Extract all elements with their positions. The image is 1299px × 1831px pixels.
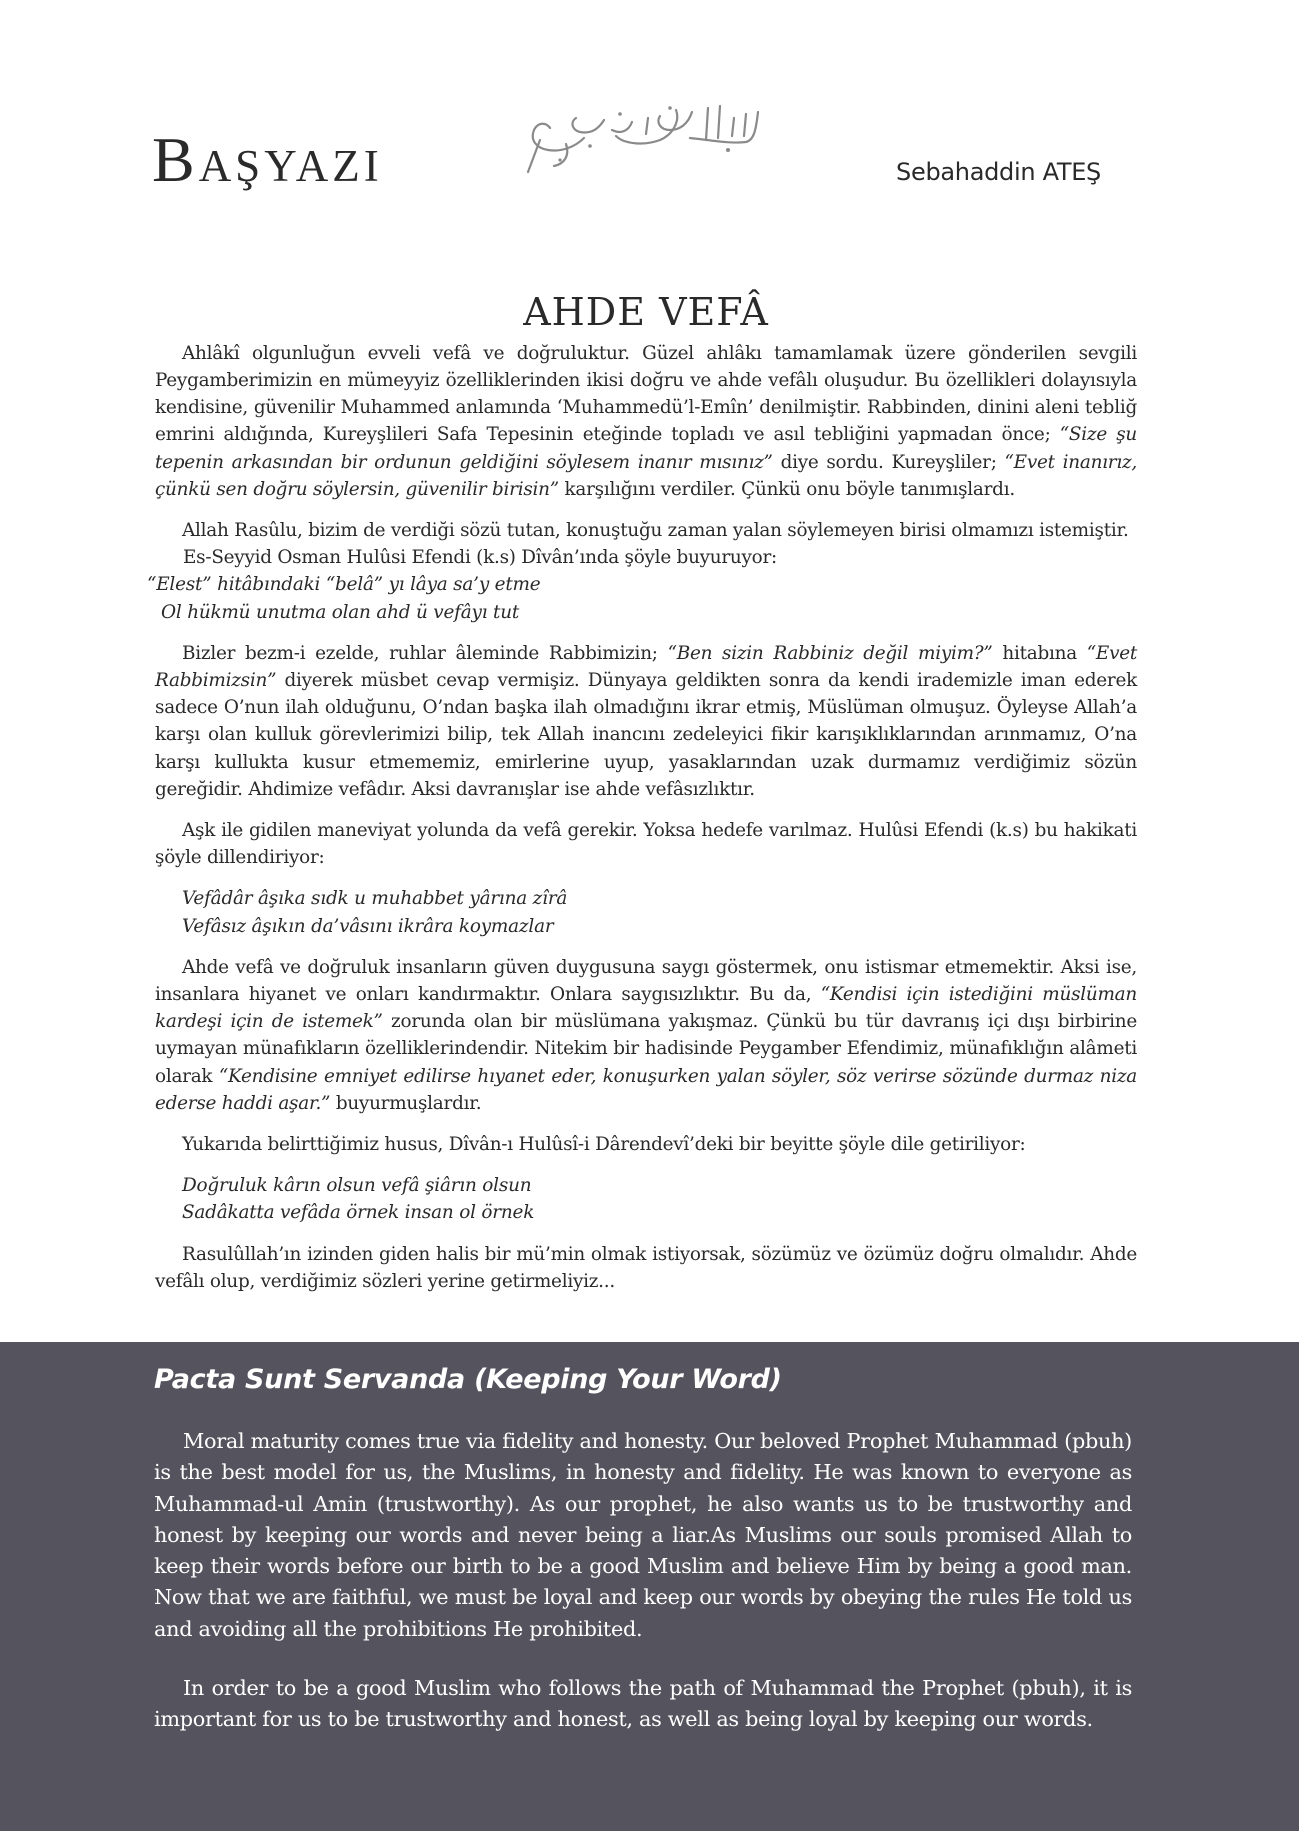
article-paragraph: Rasulûllah’ın izinden giden halis bir mü’min olmak istiyorsak, sözümüz ve özümüz doğru olmalıdır. Ahde vefâlı olup, verdiğimiz sözleri yerine getirmeliyiz...	[155, 1243, 1137, 1292]
paragraph-text: diyerek müsbet cevap vermişiz. Dünyaya geldikten sonra da kendi irademizle iman ederek sadece O’nun ilah olduğunu, O’ndan başka ilah olmadığını ikrar etmiş, Müslüman olmuşuz. Öyleyse Allah’a karşı olan kulluk görevlerimizi bilip, tek Allah inancını zedeleyici fikir karışıklıklarından arınmamız, O’na karşı kullukta kusur etmememiz, emirlerine uyup, yasaklarından uzak durmamız verdiğimiz sözün gereğidir. Ahdimize vefâdır. Aksi davranışlar ise ahde vefâsızlıktır.	[155, 670, 1137, 800]
paragraph-text: zorunda olan bir müslümana yakışmaz. Çünkü bu tür davranış içi dışı birbirine uymayan münafıkların özelliklerindendir. Nitekim bir hadisinde Peygamber Efendimiz, münafıklığın alâmeti olarak	[155, 1011, 1137, 1087]
verse-line: “Elest” hitâbındaki “belâ” yı lâya sa’y etme	[147, 574, 541, 596]
paragraph-text: hitabına	[992, 642, 1087, 664]
article-paragraph: Yukarıda belirttiğimiz husus, Dîvân-ı Hulûsî-i Dârendevî’deki bir beyitte şöyle dile getiriliyor:	[182, 1134, 1026, 1156]
quote-text: “Kendisi için istediğini müslüman kardeşi için de istemek”	[155, 984, 1137, 1033]
basmala-calligraphy	[520, 100, 770, 180]
quote-text: “Ben sizin Rabbiniz değil miyim?”	[667, 642, 993, 664]
verse-line: Doğruluk kârın olsun vefâ şiârın olsun	[182, 1175, 532, 1197]
article-paragraph	[155, 640, 1137, 803]
verse-block	[127, 571, 1137, 625]
paragraph-text: diye sordu. Kureyşliler;	[772, 451, 1005, 473]
author-name: Sebahaddin ATEŞ	[896, 158, 1101, 186]
turkish-article	[147, 282, 1137, 1295]
paragraph-text: Ahde vefâ ve doğruluk insanların güven duygusuna saygı göstermek, onu istismar etmemektir. Aksi ise, insanlara hiyanet ve onları kandırmaktır. Onlara saygısızlıktır. Bu da,	[155, 956, 1137, 1006]
english-title: Pacta Sunt Servanda (Keeping Your Word)	[154, 1364, 782, 1395]
verse-line: Vefâsız âşıkın da’vâsını ikrâra koymazlar	[182, 915, 554, 937]
article-title: AHDE VEFÂ	[523, 290, 769, 334]
verse-block	[155, 885, 1137, 939]
quote-text: “Evet inanırız, çünkü sen doğru söylersin, güvenilir birisin”	[155, 451, 1137, 500]
paragraph-text: karşılığını verdiler. Çünkü onu böyle tanımışlardı.	[558, 478, 1015, 500]
english-body	[154, 1426, 1132, 1736]
verse-line: Sadâkatta vefâda örnek insan ol örnek	[182, 1202, 535, 1224]
english-summary-panel	[0, 1342, 1299, 1831]
quote-text: “Size şu tepenin arkasından bir ordunun geldiğini söylesem inanır mısınız”	[155, 424, 1137, 473]
paragraph-text: buyurmuşlardır.	[330, 1092, 482, 1114]
article-paragraph: Allah Rasûlu, bizim de verdiği sözü tutan, konuştuğu zaman yalan söylemeyen birisi olmamızı istemiştir.	[182, 520, 1129, 542]
article-paragraph: Es-Seyyid Osman Hulûsi Efendi (k.s) Dîvân’ında şöyle buyuruyor:	[183, 547, 777, 569]
section-title: Başyazı	[152, 124, 383, 195]
article-paragraph	[155, 340, 1137, 503]
article-paragraph: Aşk ile gidilen maneviyat yolunda da vefâ gerekir. Yoksa hedefe varılmaz. Hulûsi Efendi (k.s) bu hakikati şöyle dillendiriyor:	[155, 820, 1137, 869]
english-paragraph: Moral maturity comes true via fidelity and honesty. Our beloved Prophet Muhammad (pbuh) is the best model for us, the Muslims, in honesty and fidelity. He was known to everyone as Muhammad-ul Amin (trustworthy). As our prophet, he also wants us to be trustworthy and honest by keeping our words and never being a liar.As Muslims our souls promised Allah to keep their words before our birth to be a good Muslim and believe Him by being a good man. Now that we are faithful, we must be loyal and keep our words by obeying the rules He told us and avoiding all the prohibitions He prohibited.	[154, 1429, 1132, 1641]
page-header	[0, 0, 1299, 240]
english-paragraph: In order to be a good Muslim who follows the path of Muhammad the Prophet (pbuh), it is important for us to be trustworthy and honest, as well as being loyal by keeping our words.	[154, 1676, 1132, 1732]
verse-line: Ol hükmü unutma olan ahd ü vefâyı tut	[161, 601, 520, 623]
verse-block	[155, 1172, 1137, 1226]
article-paragraph	[155, 954, 1137, 1117]
quote-text: “Kendisine emniyet edilirse hıyanet eder, konuşurken yalan söyler, söz verirse sözünde durmaz niza ederse haddi aşar.”	[155, 1065, 1137, 1114]
paragraph-text: Ahlâkî olgunluğun evveli vefâ ve doğruluktur. Güzel ahlâkı tamamlamak üzere gönderilen sevgili Peygamberimizin en mümeyyiz özelliklerinden ikisi doğru ve ahde vefâlı oluşudur. Bu özellikleri dolayısıyla kendisine, güvenilir Muhammed anlamında ‘Muhammedü’l-Emîn’ denilmiştir. Rabbinden, dinini aleni tebliğ emrini aldığında, Kureyşlileri Safa Tepesinin eteğinde topladı ve asıl tebliğini yapmadan önce;	[155, 342, 1137, 446]
quote-text: “Evet Rabbimizsin”	[155, 642, 1137, 692]
verse-line: Vefâdâr âşıka sıdk u muhabbet yârına zîrâ	[182, 888, 568, 910]
paragraph-text: Bizler bezm-i ezelde, ruhlar âleminde Rabbimizin;	[182, 642, 668, 664]
